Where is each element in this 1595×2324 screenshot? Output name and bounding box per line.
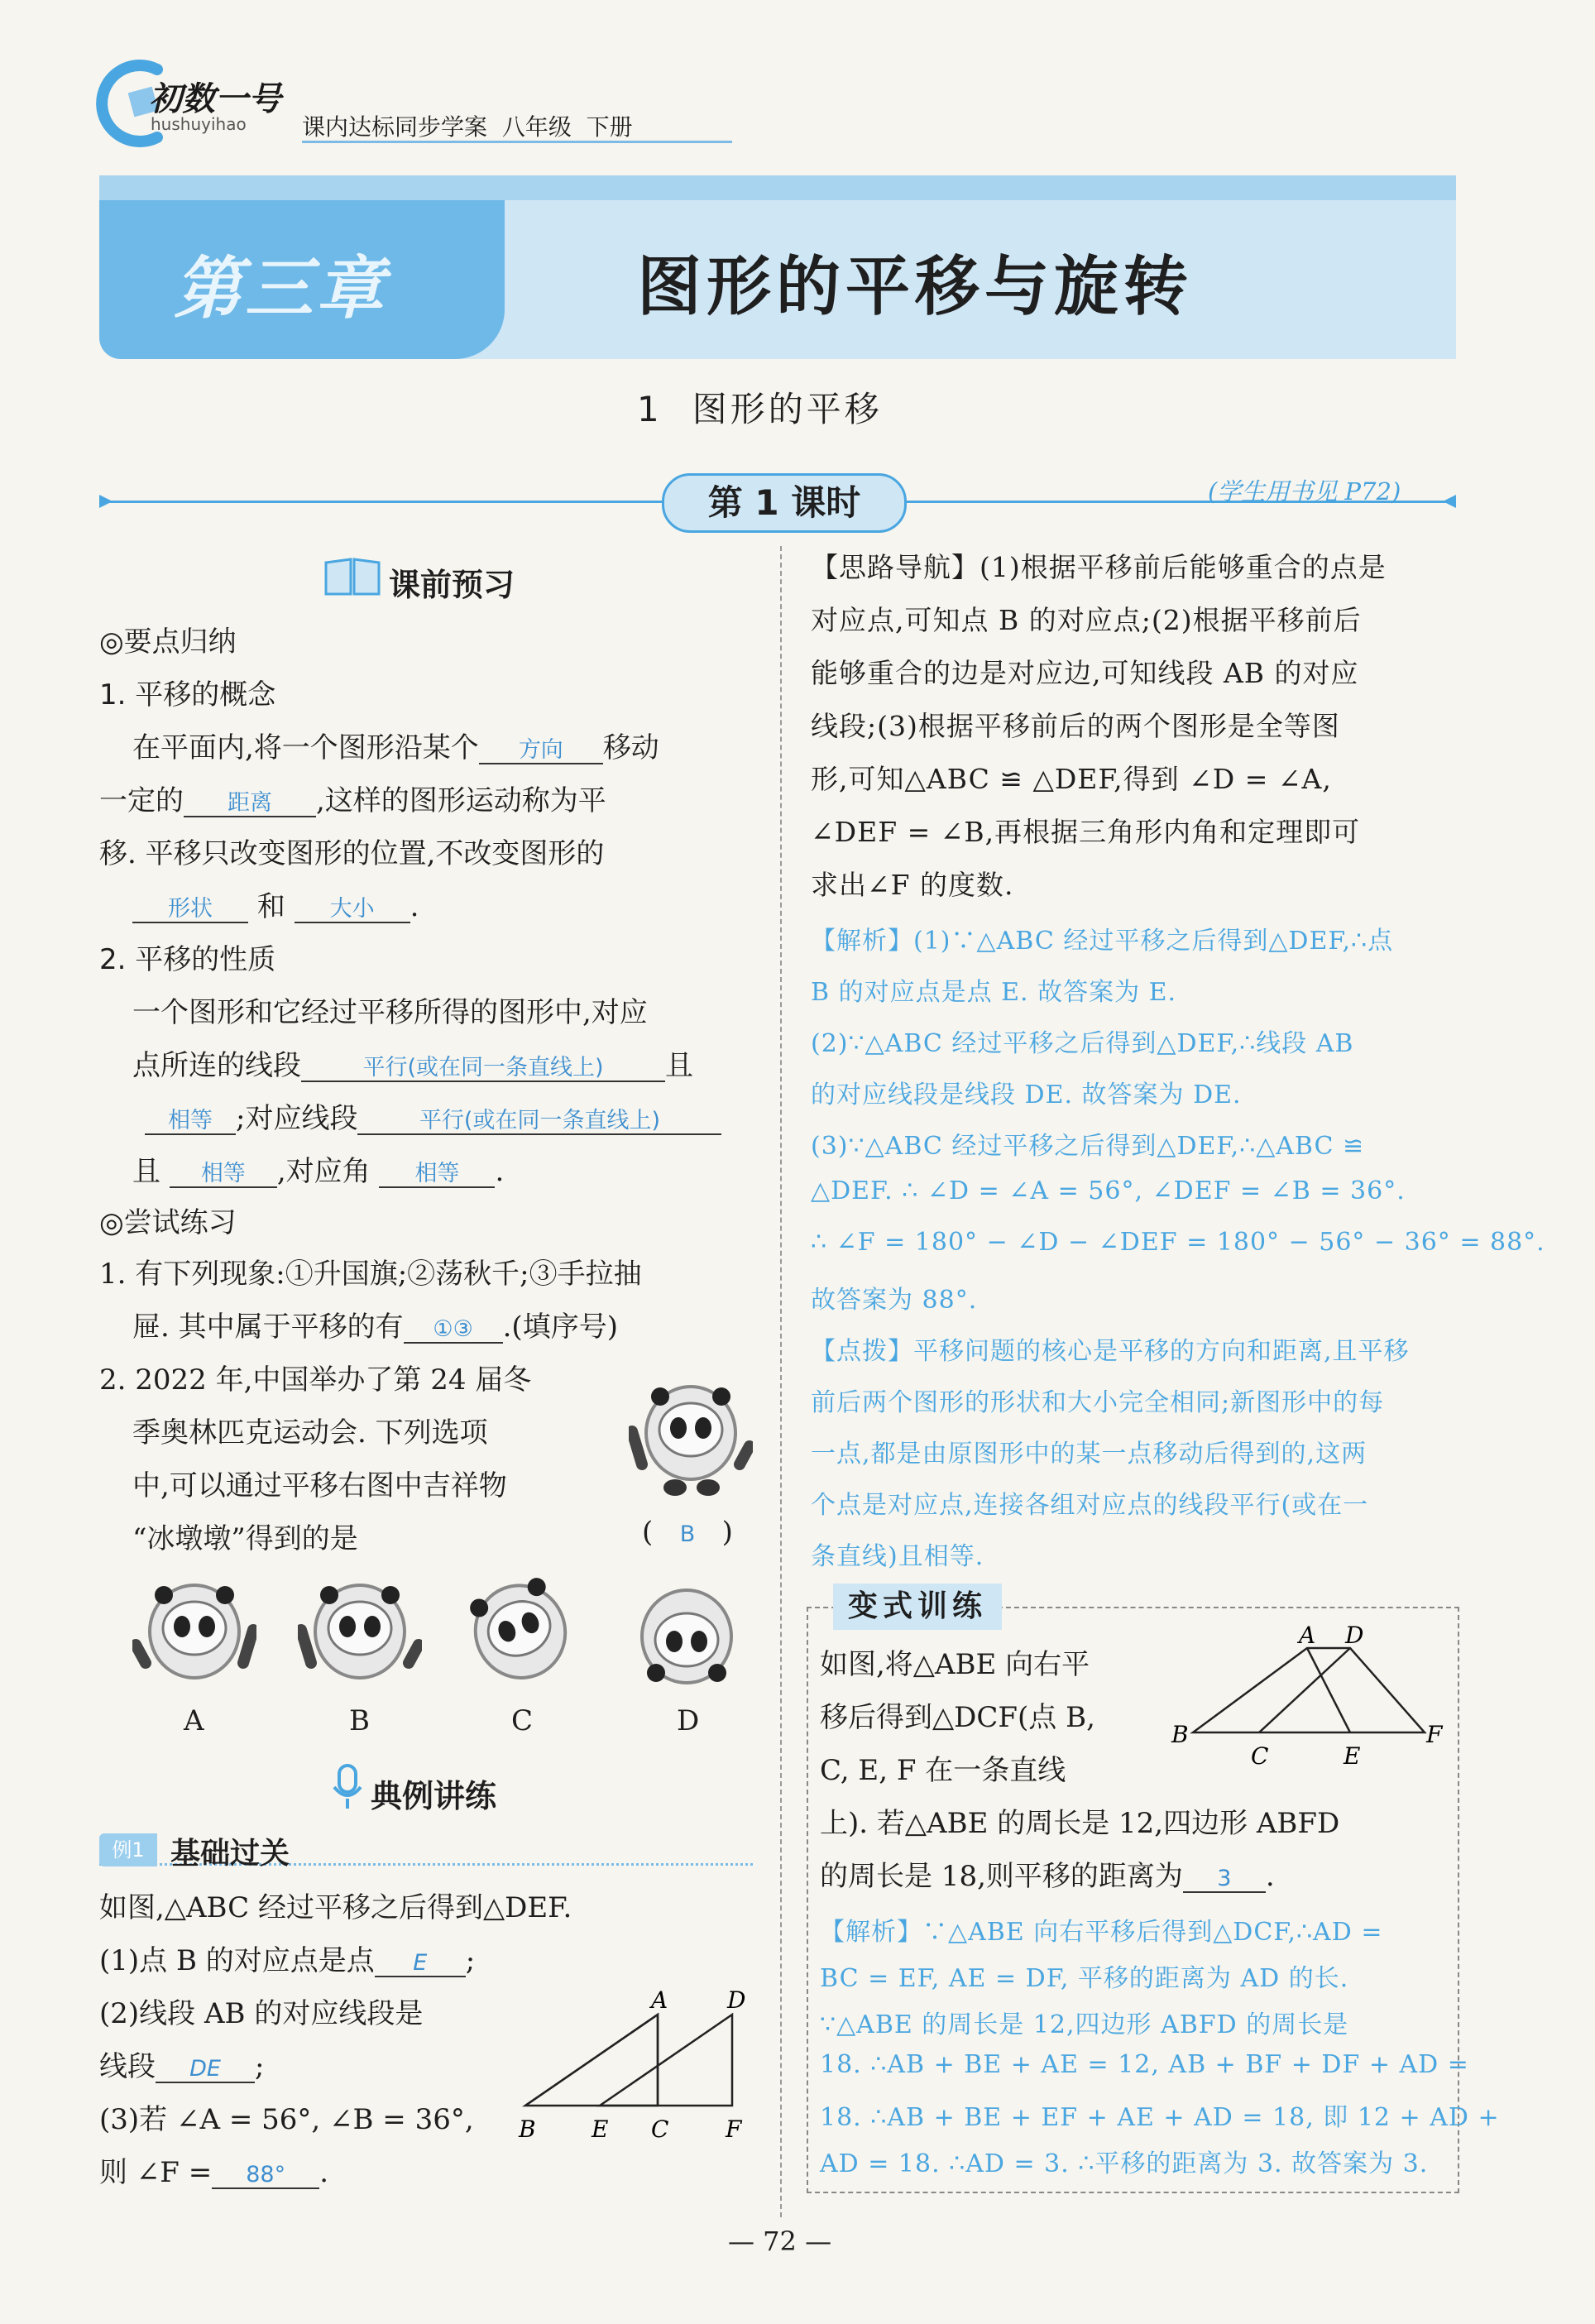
answer-direction: 方向	[479, 738, 603, 764]
example-question: 如图,△ABC 经过平移之后得到△DEF.	[99, 1891, 572, 1924]
answer-parallel-1: 平行(或在同一条直线上)	[301, 1056, 665, 1082]
variant-line5: 的周长是 18,则平移的距离为 3 .	[820, 1860, 1275, 1893]
lesson-ref: (学生用书见 P72)	[1208, 477, 1401, 506]
header	[91, 58, 670, 149]
v-label-d: D	[1345, 1625, 1364, 1649]
key-points-heading: ◎要点归纳	[99, 625, 237, 659]
try-heading: ◎尝试练习	[99, 1206, 237, 1239]
p2-line2: 点所连的线段 平行(或在同一条直线上) 且	[132, 1049, 693, 1082]
answer-q1: E	[375, 1951, 466, 1977]
example-tag-title: 基础过关	[170, 1837, 290, 1871]
option-d-label: D	[677, 1704, 700, 1737]
t2-line4: “冰墩墩”得到的是	[132, 1522, 358, 1555]
option-a-label: A	[184, 1704, 204, 1737]
v-label-e: E	[1344, 1742, 1361, 1770]
p1-line4: 形状 和 大小 .	[132, 884, 419, 924]
panda-option-a-icon	[132, 1572, 256, 1696]
t1-line1: 1. 有下列现象:①升国旗;②荡秋千;③手拉抽	[99, 1258, 642, 1291]
p1-line3: 移. 平移只改变图形的位置,不改变图形的	[99, 837, 605, 870]
t2-line3: 中,可以通过平移右图中吉祥物	[132, 1469, 507, 1502]
answer-t2: B	[679, 1521, 696, 1547]
column-divider	[780, 546, 782, 2217]
answer-size: 大小	[295, 897, 410, 923]
label-b: B	[519, 2116, 536, 2143]
series-title: 课内达标同步学案 八年级 下册	[302, 113, 633, 141]
variant-line1: 如图,将△ABE 向右平	[820, 1648, 1090, 1681]
p1-line2: 一定的 距离 ,这样的图形运动称为平	[99, 784, 606, 817]
answer-distance: 距离	[184, 791, 316, 817]
example-q2b: 线段 DE ;	[99, 2050, 265, 2083]
p1-line1: 在平面内,将一个图形沿某个 方向 移动	[132, 731, 659, 764]
v-label-f: F	[1426, 1721, 1443, 1748]
example-q3: (3)若 ∠A = 56°, ∠B = 36°,	[99, 2103, 474, 2136]
label-e: E	[592, 2116, 609, 2143]
answer-q3: 88°	[212, 2163, 319, 2189]
answer-equal-1: 相等	[145, 1109, 236, 1135]
variant-box: 变式训练 如图,将△ABE 向右平 移后得到△DCF(点 B, C, E, F 在一条直线 上). 若△ABE 的周长是 12,四边形 ABFD 的周长是 18,则平移的距离为 3 . 【解析】∵△ABE 向右平移后得到△DCF,∴AD = BC = EF, AE = DF, 平移的距离为 AD 的长. ∵△ABE 的周长是 12,四边形 ABFD 的周长是 18. ∴AB + BE + AE = 12, AB + BF + DF + AD = 18. ∴AB + BE + EF + AE + AD = 18, 即 12 + AD + AD = 18. ∴AD = 3. ∴平移的距离为 3. 故答案为 3. A D B C E F	[807, 1607, 1459, 2193]
variant-line3: C, E, F 在一条直线	[820, 1754, 1066, 1787]
label-a: A	[651, 1990, 668, 2014]
lesson-bar	[99, 473, 1456, 531]
p2-line4: 且 相等 ,对应角 相等 .	[132, 1155, 505, 1188]
t2-line1: 2. 2022 年,中国举办了第 24 届冬	[99, 1363, 532, 1397]
answer-equal-3: 相等	[379, 1162, 495, 1188]
options-row	[132, 1572, 761, 1754]
t1-line2: 屉. 其中属于平移的有 ①③ .(填序号)	[132, 1311, 618, 1344]
v-label-b: B	[1171, 1721, 1189, 1748]
p1-title: 1. 平移的概念	[99, 678, 276, 712]
answer-t1: ①③	[404, 1317, 503, 1344]
answer-q2: DE	[156, 2057, 255, 2083]
answer-shape: 形状	[132, 897, 248, 923]
variant-figure	[1168, 1625, 1449, 1790]
label-f: F	[726, 2116, 742, 2143]
answer-parallel-2: 平行(或在同一条直线上)	[357, 1109, 721, 1135]
chapter-title: 图形的平移与旋转	[637, 250, 1194, 324]
example-q3b: 则 ∠F = 88° .	[99, 2156, 328, 2189]
example-figure	[509, 1990, 765, 2155]
p2-line1: 一个图形和它经过平移所得的图形中,对应	[132, 996, 648, 1029]
v-label-a: A	[1299, 1625, 1316, 1649]
logo-text: 初数一号	[149, 80, 281, 118]
panda-option-b-icon	[298, 1572, 422, 1696]
page-number: — 72 —	[728, 2226, 832, 2257]
variant-line2: 移后得到△DCF(点 B,	[820, 1701, 1095, 1734]
panda-option-d-icon	[625, 1572, 749, 1696]
chapter-label: 第三章	[174, 250, 387, 328]
chapter-banner	[99, 175, 1456, 359]
p2-line3: 相等 ;对应线段 平行(或在同一条直线上)	[145, 1095, 721, 1136]
header-rule	[302, 141, 732, 143]
label-d: D	[727, 1990, 746, 2014]
variant-title: 变式训练	[833, 1584, 1002, 1630]
variant-line4: 上). 若△ABE 的周长是 12,四边形 ABFD	[820, 1807, 1340, 1840]
answer-equal-2: 相等	[170, 1162, 277, 1188]
option-c-label: C	[511, 1704, 534, 1737]
section-heading: 1 图形的平移	[637, 389, 883, 429]
example-q2: (2)线段 AB 的对应线段是	[99, 1997, 424, 2030]
t2-line2: 季奥林匹克运动会. 下列选项	[132, 1416, 488, 1450]
v-label-c: C	[1251, 1742, 1269, 1770]
panda-option-c-icon	[459, 1572, 583, 1696]
logo-pinyin: hushuyihao	[151, 114, 247, 134]
panda-mascot-icon	[629, 1373, 753, 1497]
example-tag-bar	[99, 1828, 753, 1871]
example-tag: 例1	[99, 1833, 157, 1866]
book-icon	[323, 556, 382, 597]
microphone-icon	[331, 1762, 364, 1812]
answer-variant: 3	[1183, 1866, 1266, 1893]
t2-answer: ( B )	[642, 1516, 733, 1549]
p2-title: 2. 平移的性质	[99, 943, 276, 976]
label-c: C	[651, 2116, 669, 2143]
example-q1: (1)点 B 的对应点是点 E ;	[99, 1944, 476, 1977]
option-b-label: B	[349, 1704, 370, 1737]
lesson-label: 第 1 课时	[662, 473, 907, 533]
